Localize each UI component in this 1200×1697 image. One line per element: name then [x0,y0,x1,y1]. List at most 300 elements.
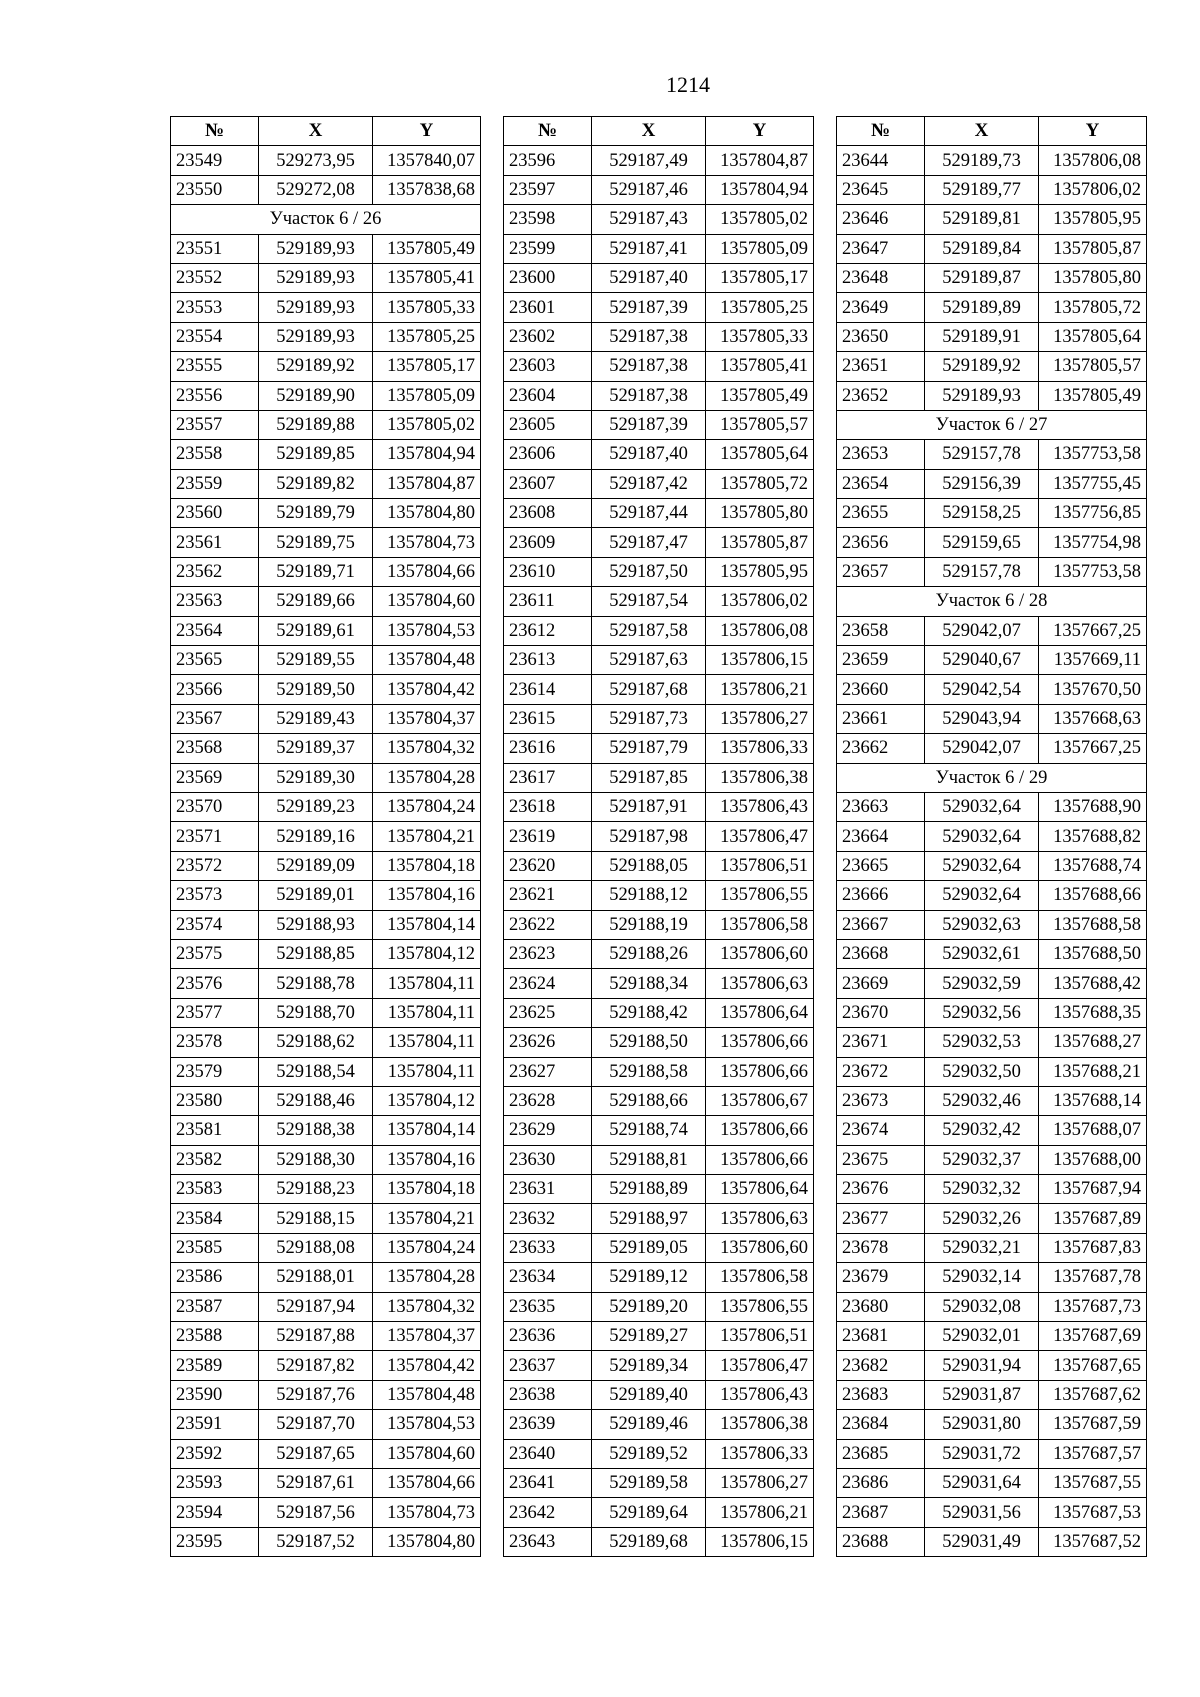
x-coordinate-cell: 529187,44 [592,499,706,528]
table-row [837,1263,1147,1292]
point-number-cell: 23594 [171,1498,259,1527]
point-number-cell: 23615 [504,704,592,733]
point-number-cell: 23687 [837,1498,925,1527]
y-coordinate-cell: 1357805,80 [1039,263,1147,292]
y-coordinate-cell: 1357804,42 [373,1351,481,1380]
x-coordinate-cell: 529187,41 [592,234,706,263]
point-number-cell: 23574 [171,910,259,939]
y-coordinate-cell: 1357804,28 [373,1263,481,1292]
x-coordinate-cell: 529188,12 [592,881,706,910]
table-row [171,410,481,439]
y-coordinate-cell: 1357806,43 [706,792,814,821]
x-coordinate-cell: 529189,34 [592,1351,706,1380]
point-number-cell: 23563 [171,587,259,616]
y-coordinate-cell: 1357688,90 [1039,792,1147,821]
point-number-cell: 23620 [504,851,592,880]
x-coordinate-cell: 529031,64 [925,1468,1039,1497]
table-row [837,293,1147,322]
table-row [171,939,481,968]
table-row [837,175,1147,204]
table-row [171,440,481,469]
x-coordinate-cell: 529188,50 [592,1028,706,1057]
y-coordinate-cell: 1357805,02 [373,410,481,439]
x-coordinate-cell: 529187,91 [592,792,706,821]
x-coordinate-cell: 529189,79 [259,499,373,528]
x-coordinate-cell: 529032,64 [925,822,1039,851]
table-row [504,1439,814,1468]
point-number-cell: 23571 [171,822,259,851]
point-number-cell: 23600 [504,263,592,292]
table-row [837,1116,1147,1145]
y-coordinate-cell: 1357806,67 [706,1086,814,1115]
point-number-cell: 23627 [504,1057,592,1086]
point-number-cell: 23580 [171,1086,259,1115]
point-number-cell: 23682 [837,1351,925,1380]
y-coordinate-cell: 1357688,50 [1039,939,1147,968]
x-coordinate-cell: 529042,07 [925,616,1039,645]
y-coordinate-cell: 1357806,38 [706,1410,814,1439]
point-number-cell: 23614 [504,675,592,704]
table-row [837,1322,1147,1351]
section-row [171,205,481,234]
x-coordinate-cell: 529187,82 [259,1351,373,1380]
y-coordinate-cell: 1357805,57 [706,410,814,439]
point-number-cell: 23660 [837,675,925,704]
y-coordinate-cell: 1357806,02 [1039,175,1147,204]
y-coordinate-cell: 1357804,48 [373,1380,481,1409]
table-row [837,205,1147,234]
coordinates-table-3 [836,116,1147,1557]
y-coordinate-cell: 1357806,21 [706,1498,814,1527]
y-coordinate-cell: 1357804,66 [373,1468,481,1497]
x-coordinate-cell: 529187,94 [259,1292,373,1321]
section-title: Участок 6 / 28 [837,587,1147,616]
section-row [837,763,1147,792]
point-number-cell: 23589 [171,1351,259,1380]
table-row [171,234,481,263]
table-row [837,734,1147,763]
y-coordinate-cell: 1357804,18 [373,851,481,880]
x-coordinate-cell: 529189,92 [925,352,1039,381]
x-coordinate-cell: 529187,50 [592,557,706,586]
y-coordinate-cell: 1357804,37 [373,1322,481,1351]
table-row [504,792,814,821]
table-row [837,910,1147,939]
point-number-cell: 23618 [504,792,592,821]
y-coordinate-cell: 1357804,14 [373,1116,481,1145]
x-coordinate-cell: 529188,19 [592,910,706,939]
table-row [171,734,481,763]
table-row [837,352,1147,381]
table-row [504,381,814,410]
y-coordinate-cell: 1357804,48 [373,646,481,675]
table-row [504,675,814,704]
y-coordinate-cell: 1357806,47 [706,1351,814,1380]
y-coordinate-cell: 1357806,55 [706,881,814,910]
y-coordinate-cell: 1357806,15 [706,646,814,675]
x-coordinate-cell: 529189,09 [259,851,373,880]
x-coordinate-cell: 529189,27 [592,1322,706,1351]
point-number-cell: 23643 [504,1527,592,1556]
table-row [837,499,1147,528]
x-coordinate-cell: 529032,53 [925,1028,1039,1057]
point-number-cell: 23624 [504,969,592,998]
y-coordinate-cell: 1357756,85 [1039,499,1147,528]
point-number-cell: 23677 [837,1204,925,1233]
x-coordinate-cell: 529187,40 [592,440,706,469]
x-coordinate-cell: 529189,71 [259,557,373,586]
table-row [837,381,1147,410]
point-number-cell: 23683 [837,1380,925,1409]
point-number-cell: 23664 [837,822,925,851]
x-coordinate-cell: 529032,14 [925,1263,1039,1292]
table-row [171,1468,481,1497]
table-row [504,1380,814,1409]
x-coordinate-cell: 529032,50 [925,1057,1039,1086]
x-coordinate-cell: 529031,56 [925,1498,1039,1527]
x-coordinate-cell: 529187,47 [592,528,706,557]
x-coordinate-cell: 529188,54 [259,1057,373,1086]
x-coordinate-cell: 529032,08 [925,1292,1039,1321]
table-row [504,1028,814,1057]
table-row [171,528,481,557]
header-y: Y [373,117,481,146]
coordinates-table-1 [170,116,481,1557]
point-number-cell: 23564 [171,616,259,645]
y-coordinate-cell: 1357687,52 [1039,1527,1147,1556]
table-row [837,1351,1147,1380]
point-number-cell: 23629 [504,1116,592,1145]
y-coordinate-cell: 1357804,16 [373,1145,481,1174]
y-coordinate-cell: 1357838,68 [373,175,481,204]
table-row [504,1233,814,1262]
table-row [504,205,814,234]
x-coordinate-cell: 529189,66 [259,587,373,616]
point-number-cell: 23688 [837,1527,925,1556]
table-row [837,1380,1147,1409]
point-number-cell: 23676 [837,1175,925,1204]
table-row [171,1057,481,1086]
point-number-cell: 23635 [504,1292,592,1321]
y-coordinate-cell: 1357805,49 [1039,381,1147,410]
table-row [504,1498,814,1527]
y-coordinate-cell: 1357806,15 [706,1527,814,1556]
x-coordinate-cell: 529189,68 [592,1527,706,1556]
table-row [171,1116,481,1145]
y-coordinate-cell: 1357806,33 [706,1439,814,1468]
y-coordinate-cell: 1357688,00 [1039,1145,1147,1174]
point-number-cell: 23686 [837,1468,925,1497]
table-row [171,851,481,880]
y-coordinate-cell: 1357804,18 [373,1175,481,1204]
y-coordinate-cell: 1357804,42 [373,675,481,704]
x-coordinate-cell: 529189,73 [925,146,1039,175]
y-coordinate-cell: 1357806,27 [706,704,814,733]
table-row [504,734,814,763]
point-number-cell: 23588 [171,1322,259,1351]
y-coordinate-cell: 1357805,25 [373,322,481,351]
point-number-cell: 23579 [171,1057,259,1086]
table-row [837,851,1147,880]
table-row [171,293,481,322]
x-coordinate-cell: 529272,08 [259,175,373,204]
page-number: 1214 [666,72,710,97]
table-row [171,822,481,851]
x-coordinate-cell: 529187,79 [592,734,706,763]
x-coordinate-cell: 529187,38 [592,352,706,381]
x-coordinate-cell: 529187,40 [592,263,706,292]
y-coordinate-cell: 1357804,32 [373,734,481,763]
table-row [837,616,1147,645]
table-row [504,969,814,998]
table-row [504,1116,814,1145]
point-number-cell: 23597 [504,175,592,204]
y-coordinate-cell: 1357805,72 [1039,293,1147,322]
table-row [171,1498,481,1527]
point-number-cell: 23602 [504,322,592,351]
table-row [504,1086,814,1115]
table-row [504,587,814,616]
x-coordinate-cell: 529273,95 [259,146,373,175]
point-number-cell: 23569 [171,763,259,792]
point-number-cell: 23656 [837,528,925,557]
table-row [171,557,481,586]
table-row [504,263,814,292]
point-number-cell: 23647 [837,234,925,263]
point-number-cell: 23651 [837,352,925,381]
y-coordinate-cell: 1357687,94 [1039,1175,1147,1204]
x-coordinate-cell: 529187,42 [592,469,706,498]
x-coordinate-cell: 529189,90 [259,381,373,410]
point-number-cell: 23655 [837,499,925,528]
y-coordinate-cell: 1357687,89 [1039,1204,1147,1233]
point-number-cell: 23680 [837,1292,925,1321]
header-number: № [171,117,259,146]
x-coordinate-cell: 529189,01 [259,881,373,910]
point-number-cell: 23622 [504,910,592,939]
point-number-cell: 23672 [837,1057,925,1086]
section-row [837,410,1147,439]
y-coordinate-cell: 1357805,41 [373,263,481,292]
x-coordinate-cell: 529187,52 [259,1527,373,1556]
y-coordinate-cell: 1357805,49 [706,381,814,410]
point-number-cell: 23595 [171,1527,259,1556]
point-number-cell: 23626 [504,1028,592,1057]
table-row [837,1439,1147,1468]
table-row [837,322,1147,351]
table-row [504,851,814,880]
x-coordinate-cell: 529188,70 [259,998,373,1027]
table-row [504,910,814,939]
table-row [171,910,481,939]
table-row [837,557,1147,586]
x-coordinate-cell: 529043,94 [925,704,1039,733]
x-coordinate-cell: 529189,30 [259,763,373,792]
x-coordinate-cell: 529189,93 [259,234,373,263]
table-row [504,322,814,351]
x-coordinate-cell: 529189,40 [592,1380,706,1409]
point-number-cell: 23639 [504,1410,592,1439]
point-number-cell: 23558 [171,440,259,469]
y-coordinate-cell: 1357804,16 [373,881,481,910]
x-coordinate-cell: 529189,46 [592,1410,706,1439]
table-row [171,175,481,204]
point-number-cell: 23640 [504,1439,592,1468]
x-coordinate-cell: 529032,32 [925,1175,1039,1204]
y-coordinate-cell: 1357804,21 [373,822,481,851]
table-row [171,1527,481,1556]
y-coordinate-cell: 1357806,51 [706,1322,814,1351]
point-number-cell: 23684 [837,1410,925,1439]
y-coordinate-cell: 1357805,33 [706,322,814,351]
table-row [171,969,481,998]
x-coordinate-cell: 529040,67 [925,646,1039,675]
x-coordinate-cell: 529032,26 [925,1204,1039,1233]
x-coordinate-cell: 529031,49 [925,1527,1039,1556]
y-coordinate-cell: 1357805,02 [706,205,814,234]
table-row [504,499,814,528]
y-coordinate-cell: 1357805,33 [373,293,481,322]
table-row [837,1086,1147,1115]
point-number-cell: 23599 [504,234,592,263]
table-row [171,381,481,410]
table-row [171,1410,481,1439]
y-coordinate-cell: 1357804,53 [373,616,481,645]
x-coordinate-cell: 529188,66 [592,1086,706,1115]
y-coordinate-cell: 1357806,60 [706,1233,814,1262]
y-coordinate-cell: 1357688,21 [1039,1057,1147,1086]
x-coordinate-cell: 529187,88 [259,1322,373,1351]
point-number-cell: 23603 [504,352,592,381]
table-row [171,1145,481,1174]
y-coordinate-cell: 1357667,25 [1039,734,1147,763]
y-coordinate-cell: 1357805,95 [1039,205,1147,234]
table-row [837,1410,1147,1439]
point-number-cell: 23591 [171,1410,259,1439]
x-coordinate-cell: 529032,64 [925,792,1039,821]
table-row [837,1468,1147,1497]
point-number-cell: 23663 [837,792,925,821]
table-row [837,263,1147,292]
x-coordinate-cell: 529187,65 [259,1439,373,1468]
point-number-cell: 23572 [171,851,259,880]
table-row [171,881,481,910]
x-coordinate-cell: 529188,74 [592,1116,706,1145]
table-row [171,1028,481,1057]
table-row [171,1322,481,1351]
table-row [504,646,814,675]
y-coordinate-cell: 1357804,11 [373,1028,481,1057]
point-number-cell: 23556 [171,381,259,410]
x-coordinate-cell: 529189,93 [925,381,1039,410]
x-coordinate-cell: 529032,59 [925,969,1039,998]
y-coordinate-cell: 1357806,43 [706,1380,814,1409]
table-row [837,998,1147,1027]
y-coordinate-cell: 1357805,87 [1039,234,1147,263]
y-coordinate-cell: 1357806,63 [706,1204,814,1233]
point-number-cell: 23657 [837,557,925,586]
x-coordinate-cell: 529189,81 [925,205,1039,234]
point-number-cell: 23565 [171,646,259,675]
table-row [837,234,1147,263]
x-coordinate-cell: 529187,56 [259,1498,373,1527]
x-coordinate-cell: 529189,87 [925,263,1039,292]
point-number-cell: 23617 [504,763,592,792]
y-coordinate-cell: 1357806,27 [706,1468,814,1497]
table-row [837,1498,1147,1527]
x-coordinate-cell: 529187,61 [259,1468,373,1497]
y-coordinate-cell: 1357806,58 [706,1263,814,1292]
y-coordinate-cell: 1357804,60 [373,1439,481,1468]
point-number-cell: 23653 [837,440,925,469]
y-coordinate-cell: 1357804,24 [373,792,481,821]
table-row [837,969,1147,998]
y-coordinate-cell: 1357806,58 [706,910,814,939]
x-coordinate-cell: 529188,81 [592,1145,706,1174]
table-row [837,822,1147,851]
table-row [504,998,814,1027]
x-coordinate-cell: 529189,52 [592,1439,706,1468]
point-number-cell: 23670 [837,998,925,1027]
y-coordinate-cell: 1357804,94 [706,175,814,204]
y-coordinate-cell: 1357804,87 [706,146,814,175]
x-coordinate-cell: 529032,64 [925,881,1039,910]
x-coordinate-cell: 529187,39 [592,293,706,322]
y-coordinate-cell: 1357804,73 [373,1498,481,1527]
x-coordinate-cell: 529189,64 [592,1498,706,1527]
x-coordinate-cell: 529189,77 [925,175,1039,204]
point-number-cell: 23608 [504,499,592,528]
table-row [504,881,814,910]
x-coordinate-cell: 529189,55 [259,646,373,675]
y-coordinate-cell: 1357805,57 [1039,352,1147,381]
y-coordinate-cell: 1357667,25 [1039,616,1147,645]
table-row [837,1175,1147,1204]
x-coordinate-cell: 529032,21 [925,1233,1039,1262]
x-coordinate-cell: 529189,75 [259,528,373,557]
point-number-cell: 23642 [504,1498,592,1527]
table-row [837,1233,1147,1262]
point-number-cell: 23623 [504,939,592,968]
point-number-cell: 23661 [837,704,925,733]
y-coordinate-cell: 1357687,69 [1039,1322,1147,1351]
point-number-cell: 23562 [171,557,259,586]
x-coordinate-cell: 529188,78 [259,969,373,998]
point-number-cell: 23568 [171,734,259,763]
x-coordinate-cell: 529189,88 [259,410,373,439]
y-coordinate-cell: 1357687,59 [1039,1410,1147,1439]
table-row [504,1468,814,1497]
y-coordinate-cell: 1357805,41 [706,352,814,381]
x-coordinate-cell: 529188,85 [259,939,373,968]
y-coordinate-cell: 1357805,25 [706,293,814,322]
point-number-cell: 23581 [171,1116,259,1145]
table-row [504,704,814,733]
table-row [504,1175,814,1204]
table-row [837,881,1147,910]
y-coordinate-cell: 1357805,49 [373,234,481,263]
y-coordinate-cell: 1357804,11 [373,969,481,998]
table-row [837,1057,1147,1086]
x-coordinate-cell: 529187,63 [592,646,706,675]
point-number-cell: 23667 [837,910,925,939]
table-row [837,646,1147,675]
y-coordinate-cell: 1357688,07 [1039,1116,1147,1145]
y-coordinate-cell: 1357805,72 [706,469,814,498]
y-coordinate-cell: 1357688,27 [1039,1028,1147,1057]
y-coordinate-cell: 1357806,66 [706,1116,814,1145]
point-number-cell: 23678 [837,1233,925,1262]
